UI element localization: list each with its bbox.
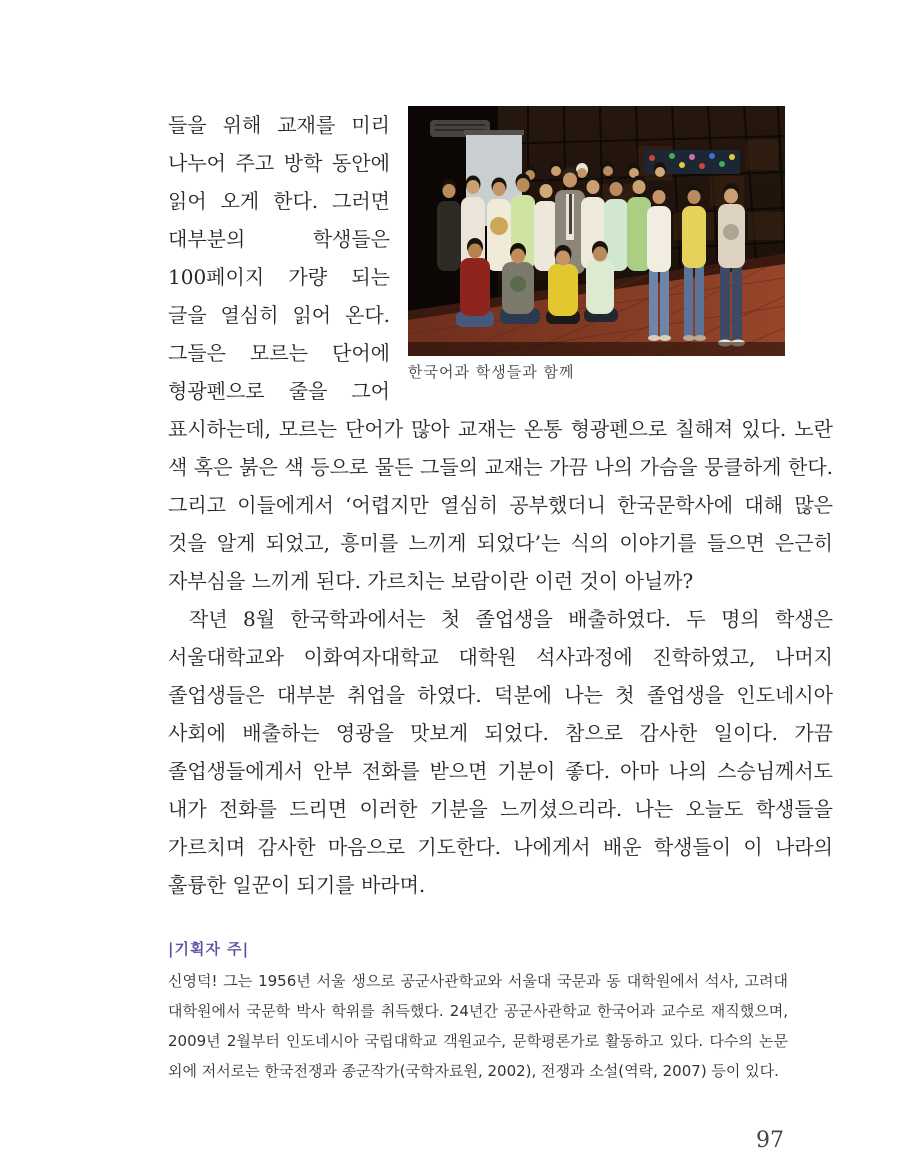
- page-number: 97: [756, 1128, 784, 1153]
- article-body: [168, 106, 833, 904]
- article-paragraph-1: 들을 위해 교재를 미리 나누어 주고 방학 동안에 읽어 오게 한다. 그러면 대부분의 학생들은 100페이지 가량 되는 글을 열심히 읽어 온다. 그들은 모르는 단어에 형광펜으로 줄을 그어 표시하는데, 모르는 단어가 많아 교재는 온통 형광펜으로 칠해져 있다. 노란 색 혹은 붉은 색 등으로 물든 그들의 교재는 가끔 나의 가슴을 뭉클하게 한다. 그리고 이들에게서 ‘어렵지만 열심히 공부했더니 한국문학사에 대해 많은 것을 알게 되었고, 흥미를 느끼게 되었다’는 식의 이야기를 들으면 은근히 자부심을 느끼게 된다. 가르치는 보람이란 이런 것이 아닐까?: [168, 113, 833, 593]
- group-photo-illustration: [408, 106, 785, 356]
- article-paragraph-2: 작년 8월 한국학과에서는 첫 졸업생을 배출하였다. 두 명의 학생은 서울대학교와 이화여자대학교 대학원 석사과정에 진학하였고, 나머지 졸업생들은 대부분 취업을 하였다. 덕분에 나는 첫 졸업생을 인도네시아 사회에 배출하는 영광을 맛보게 되었다. 참으로 감사한 일이다. 가끔 졸업생들에게서 안부 전화를 받으면 기분이 좋다. 아마 나의 스승님께서도 내가 전화를 드리면 이러한 기분을 느끼셨으리라. 나는 오늘도 학생들을 가르치며 감사한 마음으로 기도한다. 나에게서 배운 학생들이 이 나라의 훌륭한 일꾼이 되기를 바라며.: [168, 607, 833, 897]
- editor-note-title: |기획자 주|: [168, 940, 250, 958]
- editor-note: [168, 938, 788, 1086]
- group-photo: [408, 106, 785, 356]
- editor-note-body: 신영덕! 그는 1956년 서울 생으로 공군사관학교와 서울대 국문과 동 대학원에서 석사, 고려대 대학원에서 국문학 박사 학위를 취득했다. 24년간 공군사관학교 한국어과 교수로 재직했으며, 2009년 2월부터 인도네시아 국립대학교 객원교수, 문학평론가로 활동하고 있다. 다수의 논문 외에 저서로는 한국전쟁과 종군작가(국학자료원, 2002), 전쟁과 소설(역락, 2007) 등이 있다.: [168, 972, 788, 1080]
- photo-caption: 한국어과 학생들과 함께: [408, 363, 575, 381]
- photo-figure: [408, 106, 785, 382]
